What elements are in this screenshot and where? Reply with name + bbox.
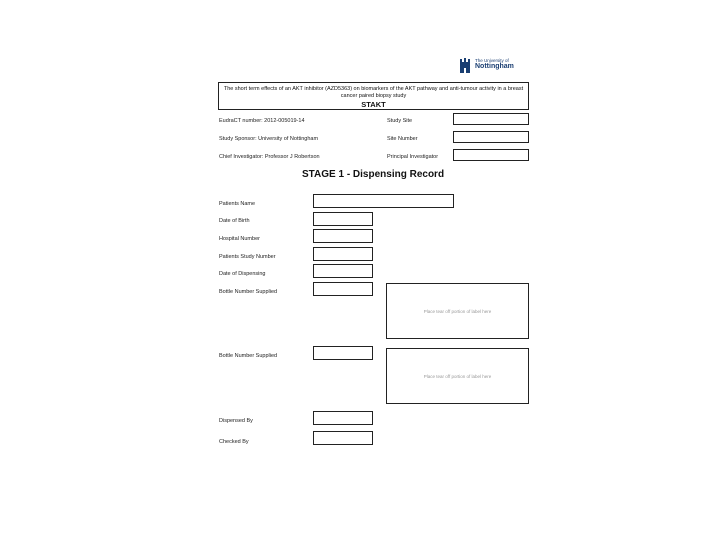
study-sponsor: Study Sponsor: University of Nottingham bbox=[219, 136, 319, 142]
study-title: The short term effects of an AKT inhibitor (AZD5363) on biomarkers of the AKT pathway and anti-tumour activity in a breast cancer paired biopsy study bbox=[223, 86, 524, 99]
date-of-dispensing-field[interactable] bbox=[313, 264, 373, 278]
study-acronym: STAKT bbox=[361, 100, 386, 109]
study-title-box bbox=[218, 82, 529, 110]
label-area-1 bbox=[386, 283, 529, 339]
dispensed-by-field[interactable] bbox=[313, 411, 373, 425]
study-site-field[interactable] bbox=[453, 113, 529, 125]
label-area-2 bbox=[386, 348, 529, 404]
hospital-number-field[interactable] bbox=[313, 229, 373, 243]
patients-study-number-field[interactable] bbox=[313, 247, 373, 261]
dispensed-by-label: Dispensed By bbox=[219, 418, 253, 424]
principal-investigator-field[interactable] bbox=[453, 149, 529, 161]
logo-line-1: The University of bbox=[475, 58, 509, 63]
bottle-number-2-field[interactable] bbox=[313, 346, 373, 360]
checked-by-label: Checked By bbox=[219, 439, 249, 445]
form-title: STAGE 1 - Dispensing Record bbox=[302, 169, 445, 180]
patients-name-field[interactable] bbox=[313, 194, 454, 208]
principal-investigator-label: Principal Investigator bbox=[387, 154, 439, 160]
bottle-number-2-label: Bottle Number Supplied bbox=[219, 353, 278, 359]
study-site-label: Study Site bbox=[387, 118, 413, 124]
castle-crest-icon bbox=[459, 58, 471, 74]
hospital-number-label: Hospital Number bbox=[219, 236, 260, 242]
checked-by-field[interactable] bbox=[313, 431, 373, 445]
date-of-birth-field[interactable] bbox=[313, 212, 373, 226]
label-placeholder-2: Place tear off portion of label here bbox=[423, 373, 492, 379]
logo-line-2: Nottingham bbox=[475, 63, 514, 70]
site-number-field[interactable] bbox=[453, 131, 529, 143]
patients-name-label: Patients Name bbox=[219, 201, 256, 207]
patients-study-number-label: Patients Study Number bbox=[219, 254, 276, 260]
site-number-label: Site Number bbox=[387, 136, 418, 142]
date-of-dispensing-label: Date of Dispensing bbox=[219, 271, 266, 277]
university-logo bbox=[459, 56, 539, 76]
eudract-number: EudraCT number: 2012-005019-14 bbox=[219, 118, 305, 124]
bottle-number-1-label: Bottle Number Supplied bbox=[219, 289, 278, 295]
date-of-birth-label: Date of Birth bbox=[219, 218, 250, 224]
chief-investigator: Chief Investigator: Professor J Robertson bbox=[219, 154, 320, 160]
bottle-number-1-field[interactable] bbox=[313, 282, 373, 296]
label-placeholder-1: Place tear off portion of label here bbox=[423, 308, 492, 314]
